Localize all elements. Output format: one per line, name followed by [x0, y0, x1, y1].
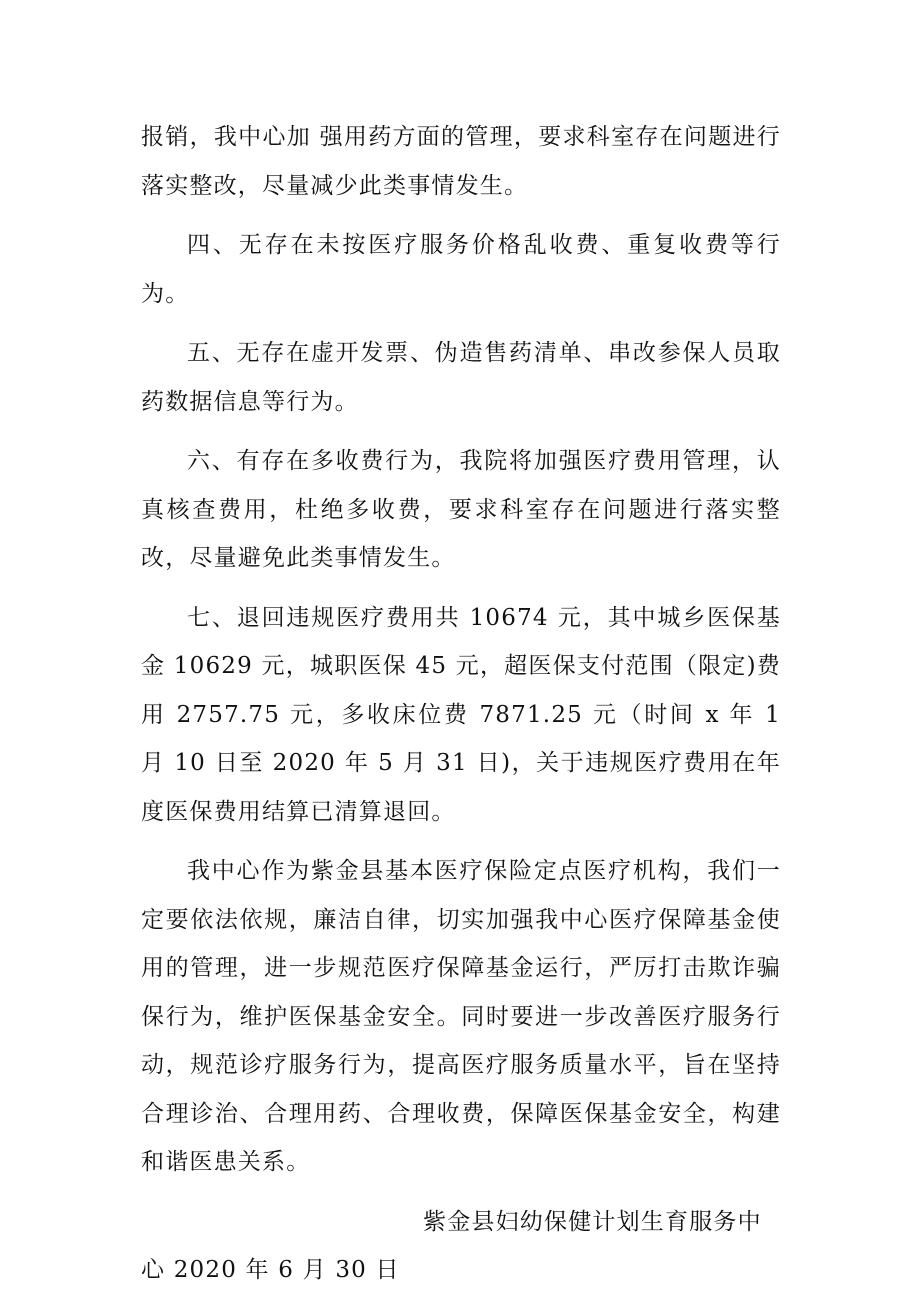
- document-body: [141, 113, 781, 1295]
- paragraph-item-6: 六、有存在多收费行为，我院将加强医疗费用管理，认真核查费用，杜绝多收费，要求科室存在问题进行落实整改，尽量避免此类事情发生。: [141, 448, 781, 571]
- signature-block: [141, 1198, 781, 1295]
- paragraph-item-7: 七、退回违规医疗费用共 10674 元，其中城乡医保基金 10629 元，城职医保 45 元，超医保支付范围（限定)费用 2757.75 元，多收床位费 7871.25 元（时间 x 年 1 月 10 日至 2020 年 5 月 31 日)，关于违规医疗费用在年度医保费用结算已清算退回。: [141, 604, 781, 825]
- signature-organization: 紫金县妇幼保健计划生育服务中: [423, 1208, 762, 1235]
- paragraph-conclusion: 我中心作为紫金县基本医疗保险定点医疗机构，我们一定要依法依规，廉洁自律，切实加强我中心医疗保障基金使用的管理，进一步规范医疗保障基金运行，严厉打击欺诈骗保行为，维护医保基金安全。同时要进一步改善医疗服务行动，规范诊疗服务行为，提高医疗服务质量水平，旨在坚持合理诊治、合理用药、合理收费，保障医保基金安全，构建和谐医患关系。: [141, 858, 781, 1175]
- paragraph-item-5: 五、无存在虚开发票、伪造售药清单、串改参保人员取药数据信息等行为。: [141, 340, 781, 415]
- signature-date: 心 2020 年 6 月 30 日: [141, 1257, 400, 1283]
- paragraph-item-4: 四、无存在未按医疗服务价格乱收费、重复收费等行为。: [141, 232, 781, 307]
- paragraph-continuation: 报销，我中心加 强用药方面的管理，要求科室存在问题进行落实整改，尽量减少此类事情发生。: [141, 124, 781, 199]
